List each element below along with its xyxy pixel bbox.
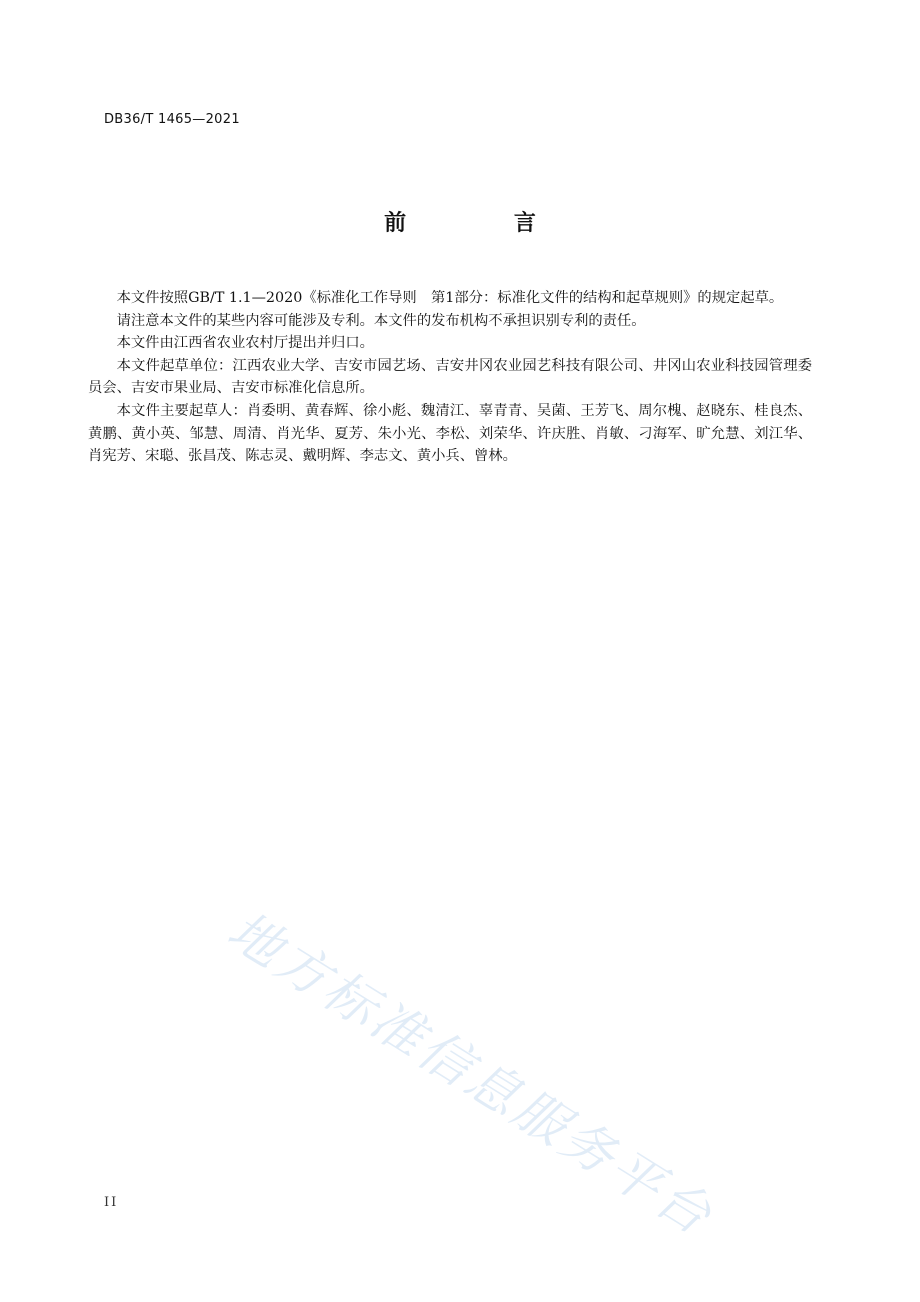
- watermark-text: 地方标准信息服务平台: [217, 900, 724, 1249]
- paragraph-patent-notice: 请注意本文件的某些内容可能涉及专利。本文件的发布机构不承担识别专利的责任。: [116, 312, 646, 329]
- foreword-body: [88, 287, 812, 468]
- paragraph-drafting-units: 本文件起草单位：江西农业大学、吉安市园艺场、吉安井冈农业园艺科技有限公司、井冈山农业科技园管理委员会、吉安市果业局、吉安市标准化信息所。: [88, 357, 812, 397]
- page-title: 前 言: [384, 211, 586, 236]
- paragraph-proposer: 本文件由江西省农业农村厅提出并归口。: [116, 335, 374, 352]
- paragraph-drafters: 本文件主要起草人：肖委明、黄春辉、徐小彪、魏清江、辜青青、吴菌、王芳飞、周尔槐、赵晓东、桂良杰、黄鹏、黄小英、邹慧、周清、肖光华、夏芳、朱小光、李松、刘荣华、许庆胜、肖敏、刁海军、旷允慧、刘江华、肖宪芳、宋聪、张昌茂、陈志灵、戴明辉、李志文、黄小兵、曾林。: [88, 402, 812, 465]
- page-number: II: [104, 1195, 119, 1210]
- document-code: DB36/T 1465—2021: [104, 112, 240, 127]
- paragraph-drafting-rules: 本文件按照GB/T 1.1—2020《标准化工作导则 第1部分：标准化文件的结构和起草规则》的规定起草。: [116, 290, 784, 306]
